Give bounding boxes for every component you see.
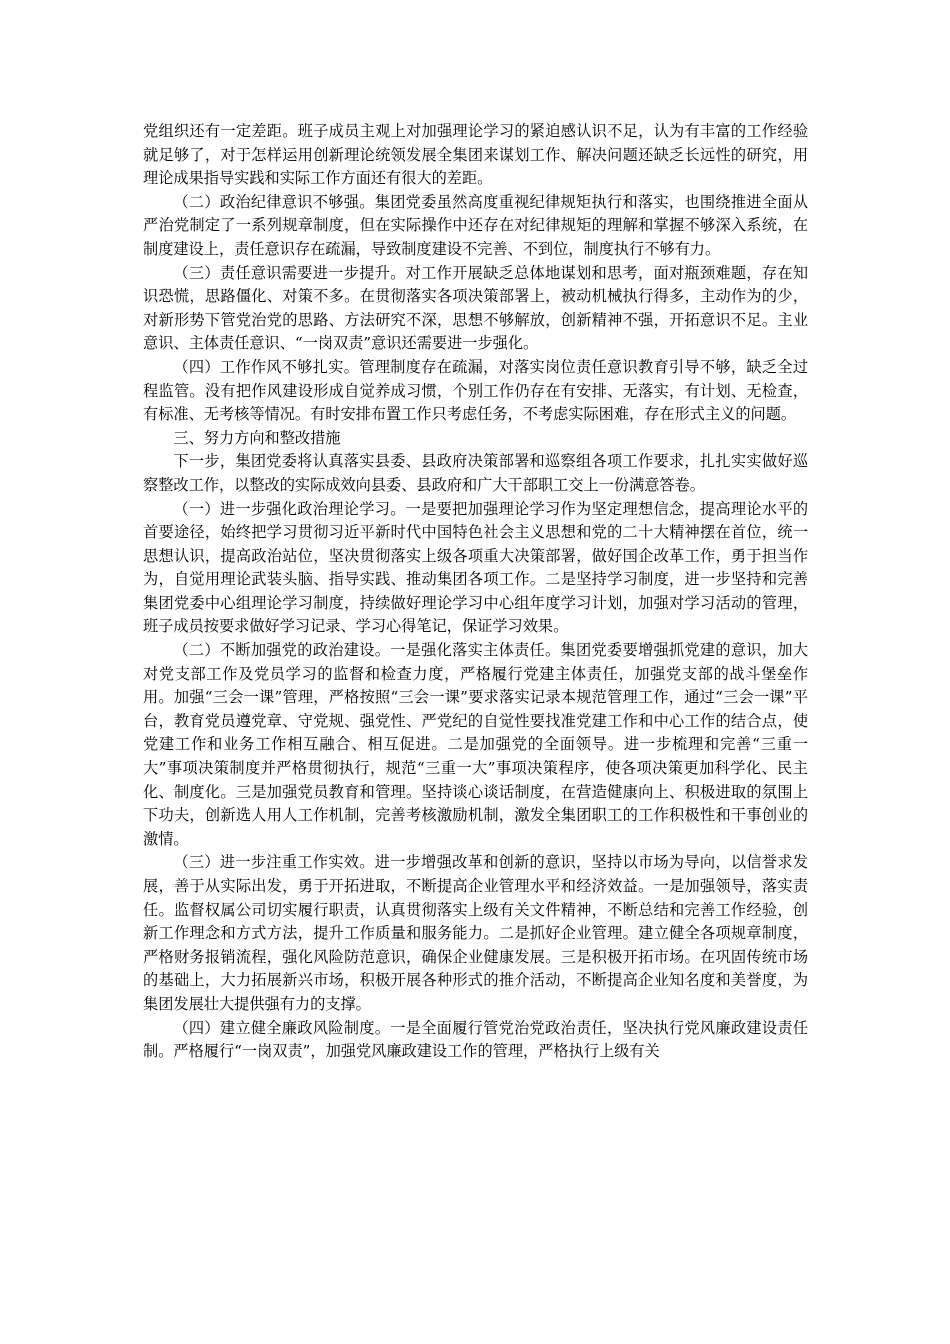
paragraph-1: 党组织还有一定差距。班子成员主观上对加强理论学习的紧迫感认识不足，认为有丰富的工作经验就足够了，对于怎样运用创新理论统领发展全集团来谋划工作、解决问题还缺乏长远性的研究，用理论成果指导实践和实际工作方面还有很大的差距。: [143, 122, 808, 188]
paragraph-8: （二）不断加强党的政治建设。一是强化落实主体责任。集团党委要增强抓党建的意识，加大对党支部工作及党员学习的监督和检查力度，严格履行党建主体责任，加强党支部的战斗堡垒作用。加强“三会一课”管理，严格按照“三会一课”要求落实记录本规范管理工作，通过“三会一课”平台，教育党员遵党章、守党规、强党性、严党纪的自觉性要找准党建工作和中心工作的结合点，使党建工作和业务工作相互融合、相互促进。二是加强党的全面领导。进一步梳理和完善“三重一大”事项决策制度并严格贯彻执行，规范“三重一大”事项决策程序，使各项决策更加科学化、民主化、制度化。三是加强党员教育和管理。坚持谈心谈话制度，在营造健康向上、积极进取的氛围上下功夫，创新选人用人工作机制，完善考核激励机制，激发全集团职工的工作积极性和干事创业的激情。: [143, 641, 808, 848]
paragraph-10: （四）建立健全廉政风险制度。一是全面履行管党治党政治责任，坚决执行党风廉政建设责任制。严格履行“一岗双责”，加强党风廉政建设工作的管理，严格执行上级有关: [143, 1018, 808, 1061]
paragraph-4: （四）工作作风不够扎实。管理制度存在疏漏，对落实岗位责任意识教育引导不够，缺乏全过程监管。没有把作风建设形成自觉养成习惯，个别工作仍存在有安排、无落实，有计划、无检查，有标准、无考核等情况。有时安排布置工作只考虑任务，不考虑实际困难，存在形式主义的问题。: [143, 357, 808, 424]
document-body: [143, 120, 808, 1064]
paragraph-6: 下一步，集团党委将认真落实县委、县政府决策部署和巡察组各项工作要求，扎扎实实做好巡察整改工作，以整改的实际成效向县委、县政府和广大干部职工交上一份满意答卷。: [143, 452, 808, 494]
paragraph-9: （三）进一步注重工作实效。进一步增强改革和创新的意识，坚持以市场为导向，以信誉求发展，善于从实际出发，勇于开拓进取，不断提高企业管理水平和经济效益。一是加强领导，落实责任。监督权属公司切实履行职责，认真贯彻落实上级有关文件精神，不断总结和完善工作经验，创新工作理念和方式方法，提升工作质量和服务能力。二是抓好企业管理。建立健全各项规章制度，严格财务报销流程，强化风险防范意识，确保企业健康发展。三是积极开拓市场。在巩固传统市场的基础上，大力拓展新兴市场，积极开展各种形式的推介活动，不断提高企业知名度和美誉度，为集团发展壮大提供强有力的支撑。: [143, 853, 808, 1013]
paragraph-2: （二）政治纪律意识不够强。集团党委虽然高度重视纪律规矩执行和落实，也围绕推进全面从严治党制定了一系列规章制度，但在实际操作中还存在对纪律规矩的理解和掌握不够深入系统，在制度建设上，责任意识存在疏漏，导致制度建设不完善、不到位，制度执行不够有力。: [143, 192, 808, 258]
section-heading: 三、努力方向和整改措施: [173, 428, 341, 447]
paragraph-7: （一）进一步强化政治理论学习。一是要把加强理论学习作为坚定理想信念，提高理论水平的首要途径，始终把学习贯彻习近平新时代中国特色社会主义思想和党的二十大精神摆在首位，统一思想认识，提高政治站位，坚决贯彻落实上级各项重大决策部署，做好国企改革工作，勇于担当作为，自觉用理论武装头脑、指导实践、推动集团各项工作。二是坚持学习制度，进一步坚持和完善集团党委中心组理论学习制度，持续做好理论学习中心组年度学习计划，加强对学习活动的管理，班子成员按要求做好学习记录、学习心得笔记，保证学习效果。: [143, 499, 808, 636]
paragraph-3: （三）责任意识需要进一步提升。对工作开展缺乏总体地谋划和思考，面对瓶颈难题，存在知识恐慌，思路僵化、对策不多。在贯彻落实各项决策部署上，被动机械执行得多，主动作为的少，对新形势下管党治党的思路、方法研究不深，思想不够解放，创新精神不强，开拓意识不足。主业意识、主体责任意识、“一岗双责”意识还需要进一步强化。: [143, 263, 808, 353]
